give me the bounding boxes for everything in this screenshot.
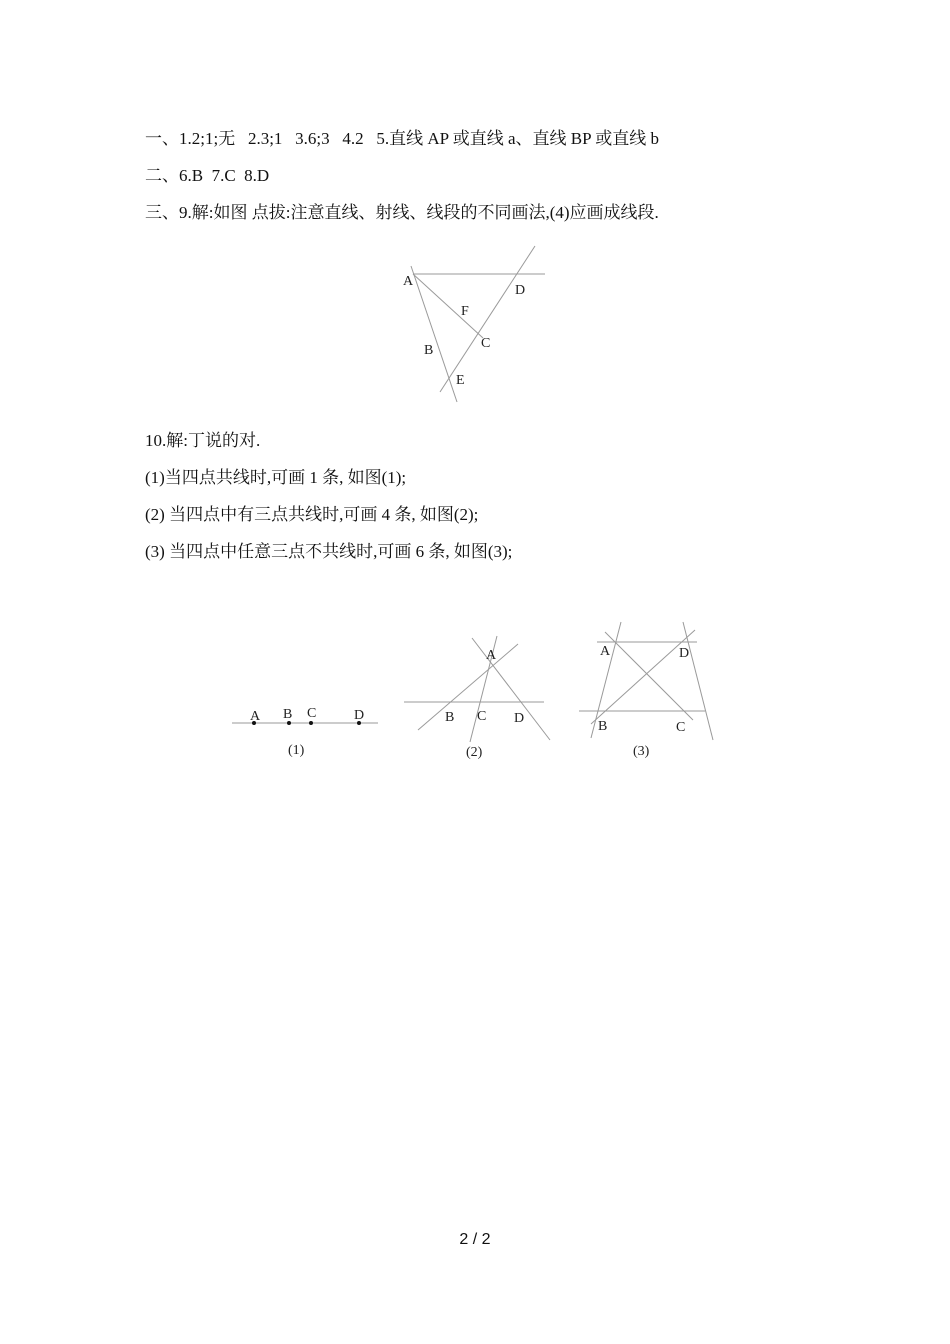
figure-10-2: [400, 632, 560, 767]
label-b: B: [283, 707, 293, 722]
label-a: A: [250, 709, 261, 724]
line-ab: [418, 644, 518, 730]
figure-10-3: [575, 618, 720, 763]
label-d: D: [515, 283, 526, 298]
label-c: C: [676, 720, 686, 735]
label-a: A: [600, 644, 611, 659]
label-d: D: [354, 708, 365, 723]
point-c: [309, 721, 313, 725]
page-number: 2 / 2: [459, 1231, 491, 1248]
line-de: [440, 246, 535, 392]
label-b: B: [424, 343, 434, 358]
label-d: D: [514, 711, 525, 726]
figure-10-1: [228, 700, 383, 765]
label-c: C: [481, 336, 491, 351]
label-d: D: [679, 646, 690, 661]
q10-title: 10.解:丁说的对.: [145, 431, 261, 450]
q10-case-1: (1)当四点共线时,可画 1 条, 如图(1);: [145, 468, 407, 487]
answer-line-1: 一、1.2;1;无 2.3;1 3.6;3 4.2 5.直线 AP 或直线 a、直线 BP 或直线 b: [145, 129, 659, 148]
q10-case-2: (2) 当四点中有三点共线时,可画 4 条, 如图(2);: [145, 505, 479, 524]
figure-q9: [395, 242, 555, 407]
answer-line-2: 二、6.B 7.C 8.D: [145, 166, 270, 185]
label-f: F: [461, 304, 469, 319]
label-b: B: [598, 719, 608, 734]
caption-1: (1): [288, 743, 305, 758]
q10-case-3: (3) 当四点中任意三点不共线时,可画 6 条, 如图(3);: [145, 542, 513, 561]
line-ae: [411, 266, 457, 402]
label-b: B: [445, 710, 455, 725]
line-cd: [683, 622, 713, 740]
label-c: C: [307, 706, 317, 721]
caption-2: (2): [466, 745, 483, 760]
line-ac: [413, 274, 483, 338]
label-c: C: [477, 709, 487, 724]
label-a: A: [486, 648, 497, 663]
label-e: E: [456, 373, 465, 388]
label-a: A: [403, 274, 414, 289]
caption-3: (3): [633, 744, 650, 759]
answer-line-3: 三、9.解:如图 点拔:注意直线、射线、线段的不同画法,(4)应画成线段.: [145, 203, 659, 222]
